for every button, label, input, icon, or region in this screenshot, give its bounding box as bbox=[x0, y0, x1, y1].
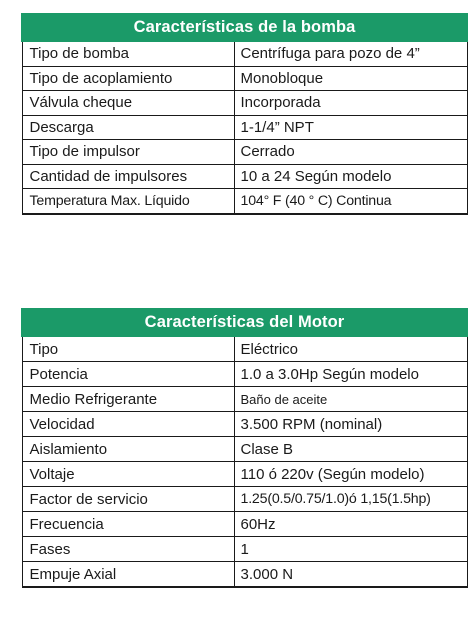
row-value: 10 a 24 Según modelo bbox=[234, 164, 467, 189]
row-label: Empuje Axial bbox=[22, 562, 234, 588]
row-value: 3.000 N bbox=[234, 562, 467, 588]
row-label: Tipo bbox=[22, 336, 234, 362]
row-value: Clase B bbox=[234, 437, 467, 462]
row-value: Monobloque bbox=[234, 66, 467, 91]
table-header-row bbox=[22, 14, 467, 41]
row-value: 104° F (40 ° C) Continua bbox=[234, 189, 467, 214]
row-label: Voltaje bbox=[22, 462, 234, 487]
row-label: Aislamiento bbox=[22, 437, 234, 462]
row-value: 1.25(0.5/0.75/1.0)ó 1,15(1.5hp) bbox=[234, 487, 467, 512]
table-row bbox=[22, 164, 467, 189]
row-label: Válvula cheque bbox=[22, 91, 234, 116]
table-header-row bbox=[22, 309, 467, 336]
row-value: Incorporada bbox=[234, 91, 467, 116]
motor-table-title: Características del Motor bbox=[22, 309, 467, 336]
table-row bbox=[22, 512, 467, 537]
row-value: 60Hz bbox=[234, 512, 467, 537]
row-label: Tipo de bomba bbox=[22, 41, 234, 66]
table-row bbox=[22, 41, 467, 66]
row-label: Tipo de impulsor bbox=[22, 140, 234, 165]
row-label: Potencia bbox=[22, 362, 234, 387]
table-row bbox=[22, 437, 467, 462]
row-value: Cerrado bbox=[234, 140, 467, 165]
row-value: 1.0 a 3.0Hp Según modelo bbox=[234, 362, 467, 387]
row-label: Velocidad bbox=[22, 412, 234, 437]
table-row bbox=[22, 115, 467, 140]
row-value: Baño de aceite bbox=[234, 387, 467, 412]
row-value: 3.500 RPM (nominal) bbox=[234, 412, 467, 437]
table-row bbox=[22, 362, 467, 387]
pump-characteristics-table bbox=[21, 13, 468, 215]
row-label: Tipo de acoplamiento bbox=[22, 66, 234, 91]
table-row bbox=[22, 487, 467, 512]
table-row bbox=[22, 66, 467, 91]
row-value: Centrífuga para pozo de 4” bbox=[234, 41, 467, 66]
row-label: Cantidad de impulsores bbox=[22, 164, 234, 189]
row-value: 1-1/4” NPT bbox=[234, 115, 467, 140]
table-row bbox=[22, 412, 467, 437]
row-label: Fases bbox=[22, 537, 234, 562]
table-row bbox=[22, 189, 467, 214]
row-label: Temperatura Max. Líquido bbox=[22, 189, 234, 214]
row-value: Eléctrico bbox=[234, 336, 467, 362]
table-row bbox=[22, 140, 467, 165]
table-row bbox=[22, 562, 467, 588]
table-row bbox=[22, 537, 467, 562]
row-label: Frecuencia bbox=[22, 512, 234, 537]
table-row bbox=[22, 91, 467, 116]
table-row bbox=[22, 462, 467, 487]
motor-characteristics-table bbox=[21, 308, 468, 588]
pump-table-title: Características de la bomba bbox=[22, 14, 467, 41]
row-label: Factor de servicio bbox=[22, 487, 234, 512]
table-row bbox=[22, 387, 467, 412]
table-row bbox=[22, 336, 467, 362]
row-value: 110 ó 220v (Según modelo) bbox=[234, 462, 467, 487]
row-label: Medio Refrigerante bbox=[22, 387, 234, 412]
row-label: Descarga bbox=[22, 115, 234, 140]
row-value: 1 bbox=[234, 537, 467, 562]
